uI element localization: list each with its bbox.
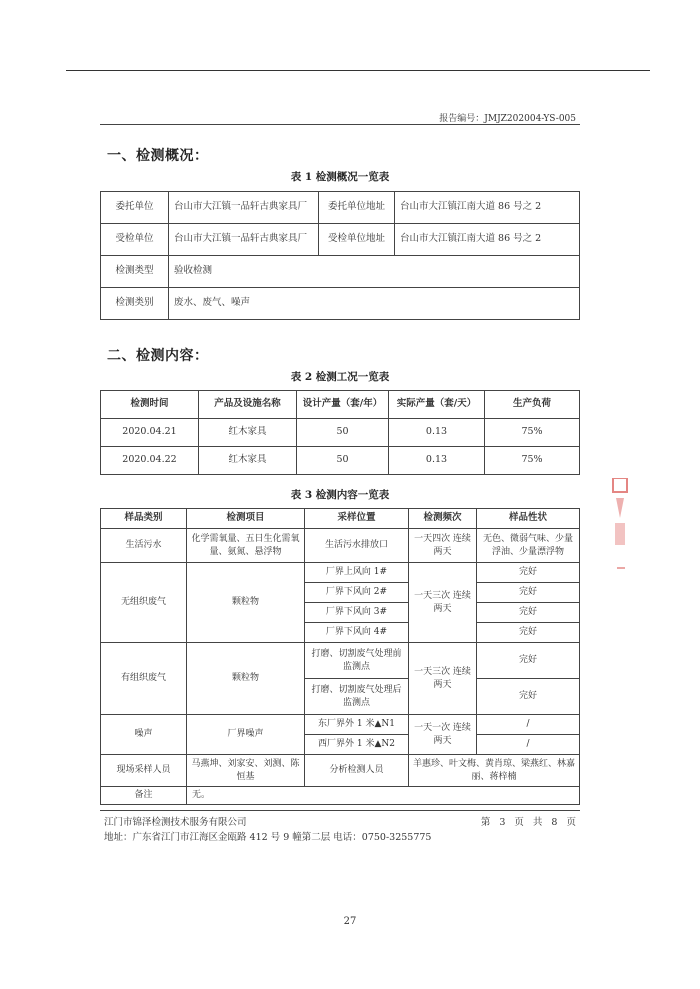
table3-title: 表 3 检测内容一览表	[290, 489, 390, 501]
header-cell: 检测频次	[409, 509, 477, 529]
header-cell: 生产负荷	[485, 391, 580, 419]
cell-property: 完好	[477, 583, 580, 603]
cell-entrust-label: 委托单位	[101, 192, 169, 224]
cell-property: /	[477, 715, 580, 735]
cell-samplers-label: 现场采样人员	[101, 755, 187, 787]
seal-stamp-icon	[611, 478, 629, 573]
header-cell: 产品及设施名称	[199, 391, 297, 419]
cell-property: 完好	[477, 623, 580, 643]
table2-title: 表 2 检测工况一览表	[290, 371, 390, 383]
cell-entrust-addr-value: 台山市大江镇江南大道 86 号之 2	[395, 192, 580, 224]
cell-items: 化学需氧量、五日生化需氧量、氨氮、悬浮物	[187, 529, 305, 563]
cell-category-value: 废水、废气、噪声	[169, 288, 580, 320]
cell-inspected-addr-label: 受检单位地址	[319, 224, 395, 256]
table-content	[100, 508, 580, 805]
cell-location: 打磨、切割废气处理前监测点	[305, 643, 409, 679]
cell-frequency: 一天三次 连续两天	[409, 643, 477, 715]
cell-inspected-value: 台山市大江镇一品轩古典家具厂	[169, 224, 319, 256]
cell-location: 厂界下风向 2#	[305, 583, 409, 603]
cell-entrust-addr-label: 委托单位地址	[319, 192, 395, 224]
cell-items: 颗粒物	[187, 643, 305, 715]
table-row	[101, 755, 580, 787]
cell: 50	[297, 419, 389, 447]
table-header-row	[101, 391, 580, 419]
cell-location: 厂界下风向 4#	[305, 623, 409, 643]
table-row	[101, 447, 580, 475]
cell-items: 厂界噪声	[187, 715, 305, 755]
header-cell: 实际产量（套/天）	[389, 391, 485, 419]
cell-analyst-value: 羊惠珍、叶文梅、黄肖琼、梁燕红、林嘉丽、蒋梓楠	[409, 755, 580, 787]
table-row	[101, 288, 580, 320]
top-rule	[66, 70, 650, 71]
table-header-row	[101, 509, 580, 529]
cell-property: 无色、微弱气味、少量浮油、少量漂浮物	[477, 529, 580, 563]
cell-property: 完好	[477, 643, 580, 679]
header-cell: 检测项目	[187, 509, 305, 529]
cell: 75%	[485, 419, 580, 447]
cell-property: 完好	[477, 679, 580, 715]
table-row	[101, 224, 580, 256]
cell-inspected-addr-value: 台山市大江镇江南大道 86 号之 2	[395, 224, 580, 256]
cell-inspected-label: 受检单位	[101, 224, 169, 256]
cell: 红木家具	[199, 447, 297, 475]
cell: 50	[297, 447, 389, 475]
cell-location: 生活污水排放口	[305, 529, 409, 563]
cell-remark-value: 无。	[187, 787, 580, 805]
cell-location: 厂界上风向 1#	[305, 563, 409, 583]
cell-frequency: 一天四次 连续两天	[409, 529, 477, 563]
header-cell: 采样位置	[305, 509, 409, 529]
cell: 0.13	[389, 447, 485, 475]
cell: 红木家具	[199, 419, 297, 447]
cell-category: 噪声	[101, 715, 187, 755]
table-row	[101, 787, 580, 805]
cell-location: 厂界下风向 3#	[305, 603, 409, 623]
report-number: 报告编号：JMJZ202004-YS-005	[439, 114, 576, 124]
cell-property: /	[477, 735, 580, 755]
page-number: 27	[343, 916, 357, 927]
header-cell: 样品性状	[477, 509, 580, 529]
cell: 2020.04.22	[101, 447, 199, 475]
header-cell: 设计产量（套/年）	[297, 391, 389, 419]
table-row	[101, 256, 580, 288]
header-cell: 检测时间	[101, 391, 199, 419]
footer-address: 地址：广东省江门市江海区金瓯路 412 号 9 幢第二层 电话：0750-3255775	[104, 832, 432, 843]
table-row	[101, 563, 580, 583]
table-overview	[100, 191, 580, 320]
cell: 75%	[485, 447, 580, 475]
header-cell: 样品类别	[101, 509, 187, 529]
cell-location: 西厂界外 1 米▲N2	[305, 735, 409, 755]
cell-entrust-value: 台山市大江镇一品轩古典家具厂	[169, 192, 319, 224]
footer-page-info: 第 3 页 共 8 页	[480, 817, 576, 828]
cell-property: 完好	[477, 603, 580, 623]
cell-frequency: 一天三次 连续两天	[409, 563, 477, 643]
table-row	[101, 419, 580, 447]
cell-category-label: 检测类别	[101, 288, 169, 320]
table-row	[101, 643, 580, 679]
cell-category: 有组织废气	[101, 643, 187, 715]
cell-analyst-label: 分析检测人员	[305, 755, 409, 787]
cell-location: 打磨、切割废气处理后监测点	[305, 679, 409, 715]
cell-category: 生活污水	[101, 529, 187, 563]
footer-company: 江门市锦泽检测技术服务有限公司	[104, 817, 247, 828]
table1-title: 表 1 检测概况一览表	[290, 171, 390, 183]
cell-frequency: 一天一次 连续两天	[409, 715, 477, 755]
cell-location: 东厂界外 1 米▲N1	[305, 715, 409, 735]
cell-items: 颗粒物	[187, 563, 305, 643]
cell: 0.13	[389, 419, 485, 447]
table-conditions	[100, 390, 580, 475]
footer-rule	[100, 810, 580, 811]
section-title-content: 二、检测内容：	[107, 348, 209, 364]
cell-type-value: 验收检测	[169, 256, 580, 288]
cell: 2020.04.21	[101, 419, 199, 447]
header-rule	[100, 124, 580, 125]
section-title-overview: 一、检测概况：	[107, 148, 209, 164]
cell-category: 无组织废气	[101, 563, 187, 643]
table-row	[101, 715, 580, 735]
cell-property: 完好	[477, 563, 580, 583]
table-row	[101, 192, 580, 224]
cell-samplers-value: 马燕坤、刘家安、刘测、陈恒基	[187, 755, 305, 787]
cell-remark-label: 备注	[101, 787, 187, 805]
cell-type-label: 检测类型	[101, 256, 169, 288]
table-row	[101, 529, 580, 563]
